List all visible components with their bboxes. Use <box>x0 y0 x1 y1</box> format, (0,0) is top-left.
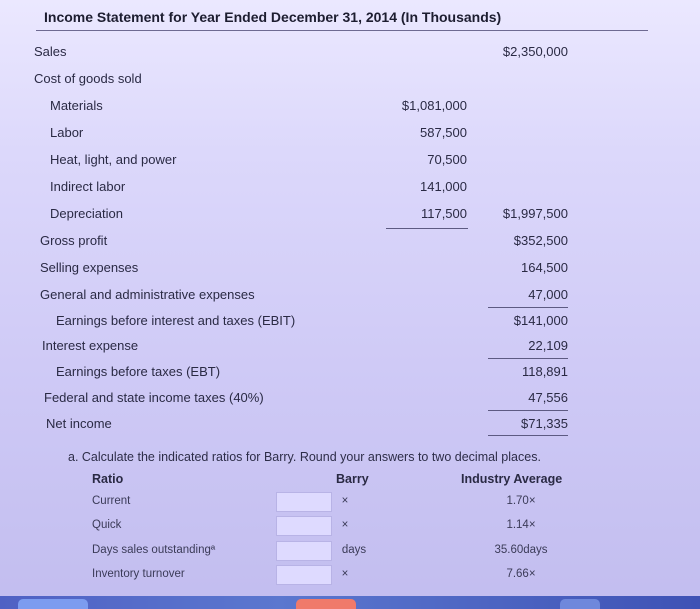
row-label: Selling expenses <box>40 260 139 275</box>
row-depreciation <box>0 204 700 226</box>
row-net-income <box>0 414 700 436</box>
subtotal-rule <box>488 358 568 359</box>
row-value-col1: 141,000 <box>420 179 467 194</box>
industry-value: 35.60days <box>494 544 548 556</box>
row-taxes <box>0 388 700 410</box>
industry-value: 7.66× <box>506 568 536 580</box>
statement-title-bar <box>36 8 648 31</box>
row-value-col2: 118,891 <box>521 364 568 379</box>
industry-value: 1.14× <box>506 519 536 531</box>
barry-dso-input[interactable] <box>276 541 332 561</box>
row-label: Earnings before interest and taxes (EBIT) <box>56 313 296 328</box>
row-label: Federal and state income taxes (40%) <box>44 390 264 405</box>
question-text: a. Calculate the indicated ratios for Barry. Round your answers to two decimal places. <box>68 450 541 464</box>
row-general-admin <box>0 285 700 307</box>
row-value-col1: $1,081,000 <box>401 98 467 113</box>
subtotal-rule <box>488 410 568 411</box>
row-indirect-labor <box>0 177 700 199</box>
row-value-col1: 587,500 <box>420 125 467 140</box>
row-value-col2: $352,500 <box>513 233 568 248</box>
row-interest-expense <box>0 336 700 358</box>
row-ebt <box>0 362 700 384</box>
total-double-rule <box>488 435 568 436</box>
row-heat-light-power <box>0 150 700 172</box>
row-ebit <box>0 311 700 333</box>
subtotal-rule <box>386 228 468 229</box>
barry-current-input[interactable] <box>276 492 332 512</box>
row-label: General and administrative expenses <box>40 287 255 302</box>
row-value-col2: 47,556 <box>528 390 568 405</box>
row-value-col1: 70,500 <box>427 152 467 167</box>
row-label: Net income <box>46 416 112 431</box>
header-barry: Barry <box>336 472 369 486</box>
ratio-row-quick <box>0 515 700 539</box>
ratio-row-current <box>0 491 700 515</box>
header-ratio: Ratio <box>92 472 124 486</box>
ratio-row-inventory-turnover <box>0 564 700 588</box>
header-industry-average: Industry Average <box>461 472 563 486</box>
row-label: Cost of goods sold <box>34 71 142 86</box>
taskbar-tab <box>560 599 600 609</box>
row-materials <box>0 96 700 118</box>
ratio-name: Current <box>92 495 131 507</box>
row-label: Gross profit <box>40 233 108 248</box>
subtotal-rule <box>488 307 568 308</box>
ratio-unit: × <box>341 568 349 580</box>
row-cogs <box>0 69 700 91</box>
taskbar-tab <box>18 599 88 609</box>
row-labor <box>0 123 700 145</box>
ratio-unit: × <box>341 495 349 507</box>
row-sales <box>0 42 700 64</box>
row-label: Labor <box>50 125 84 140</box>
statement-title: Income Statement for Year Ended December 31, 2014 (In Thousands) <box>44 9 502 25</box>
row-value-col2: 164,500 <box>521 260 568 275</box>
row-value-col2: $71,335 <box>521 416 568 431</box>
row-label: Depreciation <box>50 206 123 221</box>
row-label: Indirect labor <box>50 179 126 194</box>
ratio-name: Days sales outstandingª <box>92 544 216 556</box>
row-value-col2: $141,000 <box>513 313 568 328</box>
row-label: Sales <box>34 44 67 59</box>
barry-quick-input[interactable] <box>276 516 332 536</box>
row-label: Heat, light, and power <box>50 152 177 167</box>
row-value-col2: $1,997,500 <box>502 206 568 221</box>
row-value-col2: 22,109 <box>528 338 568 353</box>
ratio-name: Quick <box>92 519 122 531</box>
barry-inventory-input[interactable] <box>276 565 332 585</box>
row-value-col2: $2,350,000 <box>502 44 568 59</box>
row-selling-expenses <box>0 258 700 280</box>
ratio-unit: days <box>341 544 367 556</box>
row-gross-profit <box>0 231 700 253</box>
row-label: Earnings before taxes (EBT) <box>56 364 221 379</box>
row-label: Interest expense <box>42 338 139 353</box>
row-label: Materials <box>50 98 103 113</box>
row-value-col2: 47,000 <box>528 287 568 302</box>
ratio-unit: × <box>341 519 349 531</box>
industry-value: 1.70× <box>506 495 536 507</box>
row-value-col1: 117,500 <box>420 206 467 221</box>
ratio-name: Inventory turnover <box>92 568 185 580</box>
ratio-row-days-sales <box>0 540 700 564</box>
taskbar-tab <box>296 599 356 609</box>
